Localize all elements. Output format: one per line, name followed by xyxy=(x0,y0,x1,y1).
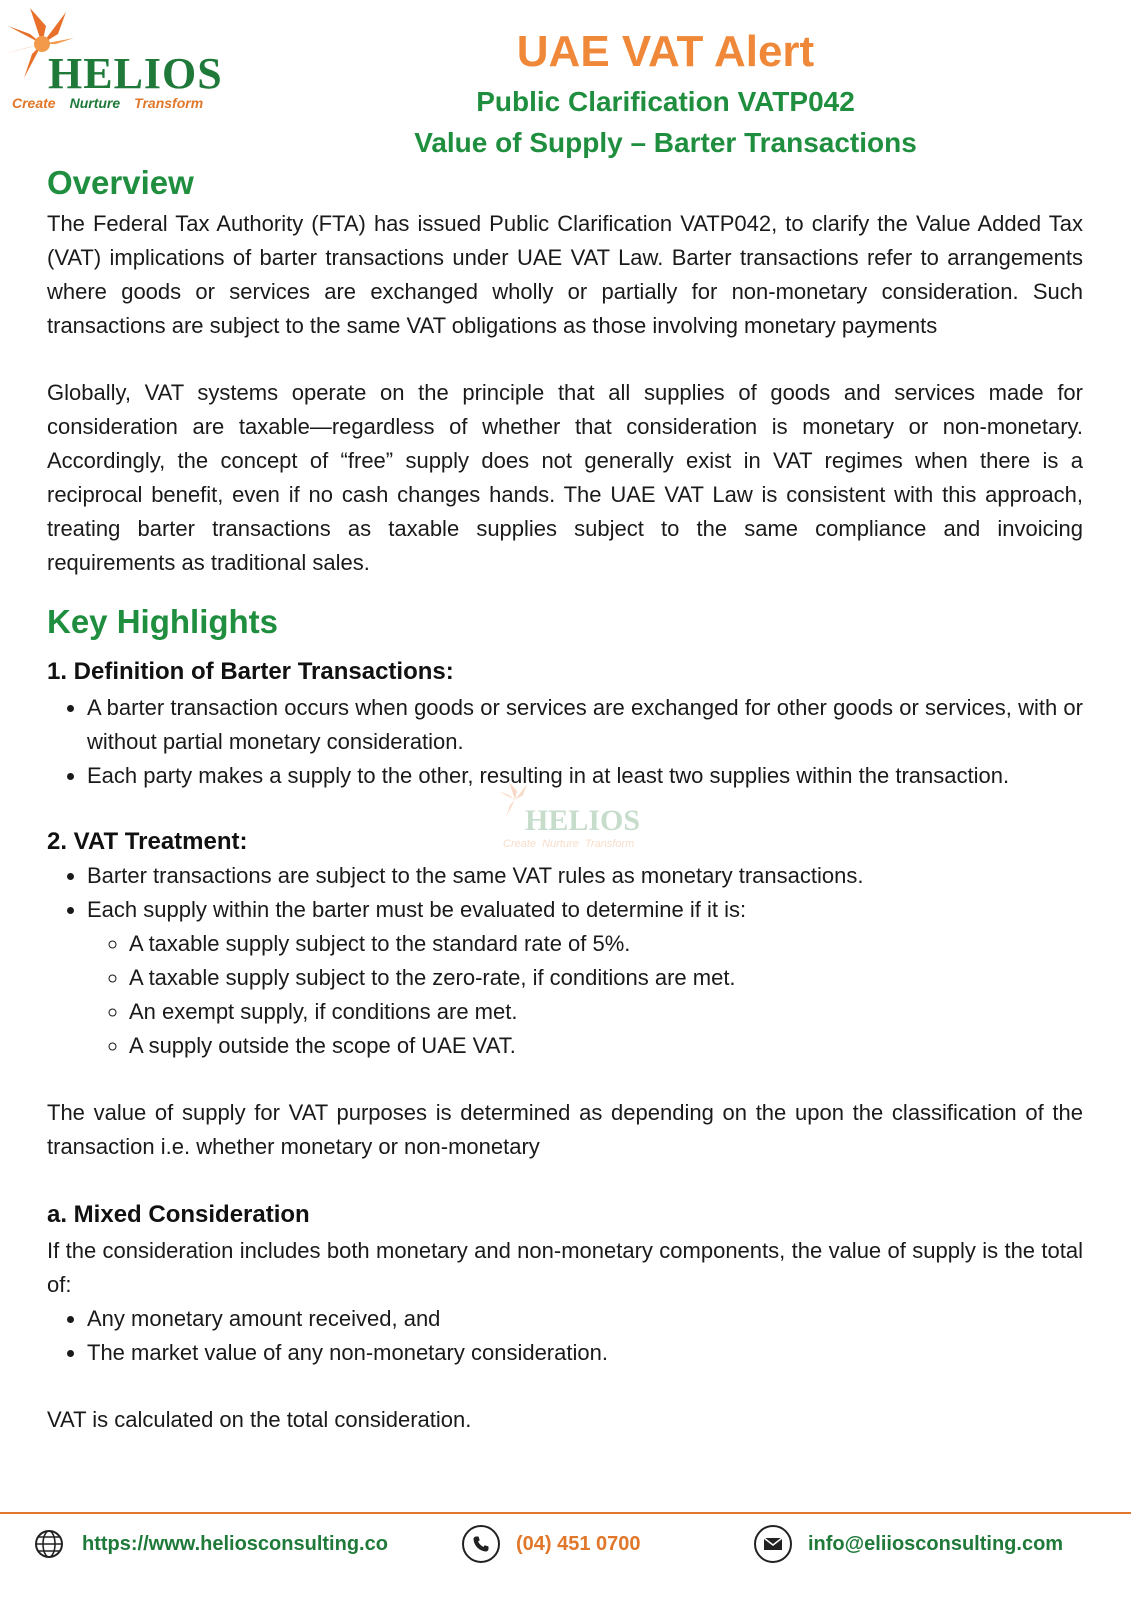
section-1-list xyxy=(47,691,1083,793)
mixed-consideration-list xyxy=(47,1302,1083,1370)
footer-website[interactable] xyxy=(32,1518,388,1570)
page-subtitle-2: Value of Supply – Barter Transactions xyxy=(414,127,917,158)
value-of-supply-paragraph: The value of supply for VAT purposes is determined as depending on the upon the classification of the transaction i.e. whether monetary or non-monetary xyxy=(47,1099,1083,1159)
section-1-title: 1. Definition of Barter Transactions: xyxy=(47,657,454,685)
footer-phone[interactable] xyxy=(462,1518,641,1570)
footer-email[interactable] xyxy=(754,1518,1063,1570)
mixed-consideration-intro: If the consideration includes both monetary and non-monetary components, the value of supply is the total of: xyxy=(47,1237,1083,1297)
list-item: • A barter transaction occurs when goods or services are exchanged for other goods or services, with or without partial monetary consideration. xyxy=(87,691,1083,759)
globe-icon xyxy=(32,1527,66,1561)
watermark-tagline: Create Nurture Transform xyxy=(503,838,635,850)
phone-number[interactable]: (04) 451 0700 xyxy=(516,1532,641,1555)
email-link[interactable]: info@eliiosconsulting.com xyxy=(808,1532,1064,1555)
watermark-logo xyxy=(495,780,665,860)
overview-heading: Overview xyxy=(47,164,194,201)
list-item-text: Each supply within the barter must be evaluated to determine if it is: xyxy=(87,896,747,922)
list-item: • Any monetary amount received, and xyxy=(87,1302,1083,1336)
website-link[interactable]: https://www.heliosconsulting.co xyxy=(82,1532,388,1555)
sub-list-item: ◦ A supply outside the scope of UAE VAT. xyxy=(129,1029,1083,1063)
list-item: • Each party makes a supply to the other, resulting in at least two supplies within the transaction. xyxy=(87,759,1083,793)
mail-icon xyxy=(754,1525,792,1563)
sub-list-item: ◦ A taxable supply subject to the zero-rate, if conditions are met. xyxy=(129,961,1083,995)
logo-tagline xyxy=(12,95,217,111)
section-2-sublist xyxy=(87,927,1083,1063)
footer-divider xyxy=(0,1512,1131,1514)
page-subtitle-1: Public Clarification VATP042 xyxy=(476,86,855,117)
logo-wordmark: HELIOS xyxy=(48,49,223,98)
list-item: • Barter transactions are subject to the same VAT rules as monetary transactions. xyxy=(87,859,1083,893)
key-highlights-heading: Key Highlights xyxy=(47,603,279,641)
footer xyxy=(0,1518,1131,1578)
header-titles xyxy=(200,27,1131,160)
tagline-nurture: Nurture xyxy=(69,95,121,111)
list-item xyxy=(87,893,1083,1063)
mixed-consideration-title: a. Mixed Consideration xyxy=(47,1200,310,1228)
tagline-create: Create xyxy=(12,95,56,111)
list-item: • The market value of any non-monetary consideration. xyxy=(87,1336,1083,1370)
section-2-title: 2. VAT Treatment: xyxy=(47,827,248,855)
section-2-list xyxy=(47,859,1083,1063)
page-title: UAE VAT Alert xyxy=(516,27,815,76)
overview-paragraph-1: The Federal Tax Authority (FTA) has issued Public Clarification VATP042, to clarify the Value Added Tax (VAT) implications of barter transactions under UAE VAT Law. Barter transactions refer to arrangements where goods or services are exchanged wholly or partially for non-monetary consideration. Such transactions are subject to the same VAT obligations as those involving monetary payments xyxy=(47,211,1083,339)
overview-paragraph-2: Globally, VAT systems operate on the principle that all supplies of goods and services made for consideration are taxable—regardless of whether that consideration is monetary or non-monetary. Accordingly, the concept of “free” supply does not generally exist in VAT regimes when there is a reciprocal benefit, even if no cash changes hands. The UAE VAT Law is consistent with this approach, treating barter transactions as taxable supplies subject to the same compliance and invoicing requirements as traditional sales. xyxy=(47,380,1083,576)
mixed-consideration-closing: VAT is calculated on the total consideration. xyxy=(47,1406,472,1432)
tagline-transform: Transform xyxy=(134,95,204,111)
sub-list-item: ◦ An exempt supply, if conditions are met. xyxy=(129,995,1083,1029)
sub-list-item: ◦ A taxable supply subject to the standard rate of 5%. xyxy=(129,927,1083,961)
phone-icon xyxy=(462,1525,500,1563)
watermark-wordmark: HELIOS xyxy=(525,804,641,837)
